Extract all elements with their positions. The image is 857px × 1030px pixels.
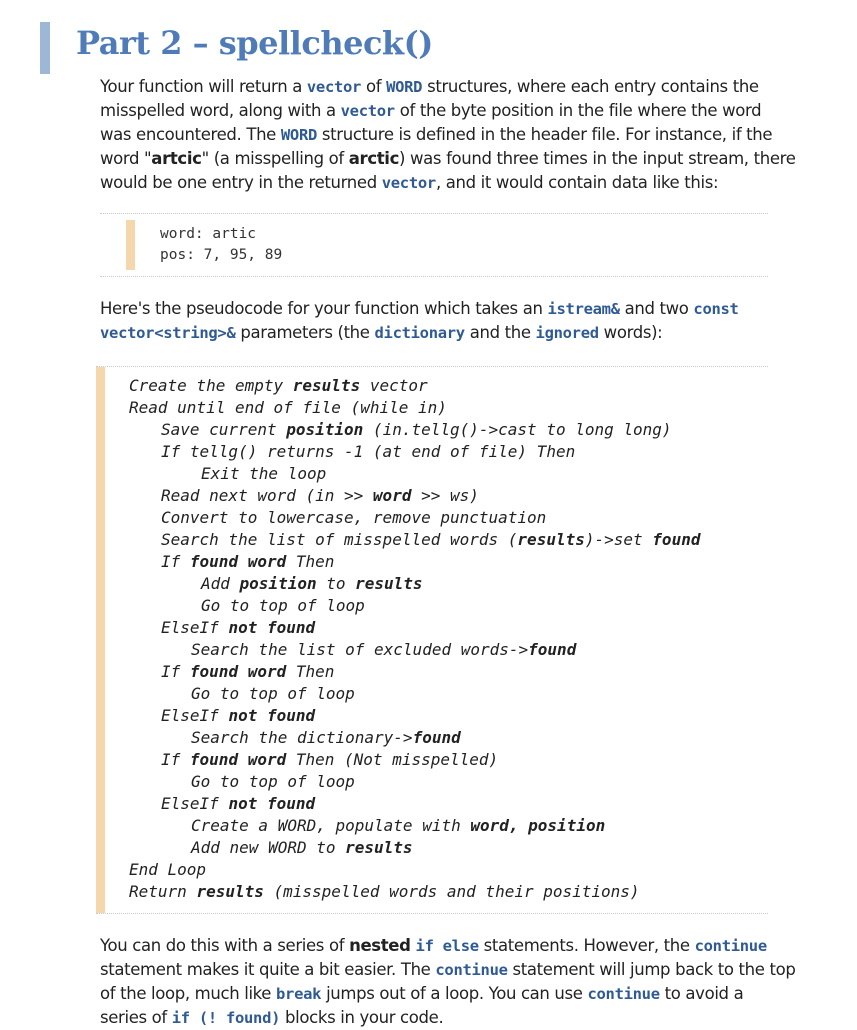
- text-run: of the loop, much like: [100, 984, 276, 1003]
- inline-code: dictionary: [374, 324, 465, 342]
- text-line: [100, 75, 800, 99]
- text-line: [100, 171, 800, 195]
- text-run: and two: [619, 299, 694, 318]
- pseudocode-line: [129, 573, 700, 595]
- pseudocode-keyword: found: [528, 640, 577, 659]
- inline-code: const: [693, 300, 739, 318]
- pseudocode-line: [129, 727, 700, 749]
- pseudocode-keyword: not found: [228, 794, 316, 813]
- pseudocode-line: [129, 639, 700, 661]
- pseudocode-text: If: [161, 552, 190, 571]
- pseudocode-keyword: results: [292, 376, 361, 395]
- inline-code: ignored: [535, 324, 599, 342]
- pseudocode-text: ElseIf: [161, 706, 229, 725]
- pseudocode-line: [129, 485, 700, 507]
- text-run: to avoid a: [659, 984, 744, 1003]
- text-run: parameters (the: [235, 323, 375, 342]
- pseudocode-intro-paragraph: [100, 297, 800, 345]
- pseudocode-line: [129, 859, 700, 881]
- inline-code: continue: [694, 937, 767, 955]
- text-run: blocks in your code.: [280, 1008, 444, 1027]
- pseudocode-text: Add new WORD to: [191, 838, 346, 857]
- pseudocode-text: >> ws): [411, 486, 479, 505]
- pseudocode-lines: [129, 375, 700, 903]
- pseudocode-keyword: not found: [228, 706, 316, 725]
- pseudocode-line: [129, 683, 700, 705]
- pseudocode-keyword: word, position: [470, 816, 606, 835]
- bold-text: artcic: [151, 149, 202, 168]
- pseudocode-line: [129, 595, 700, 617]
- text-run: word ": [100, 149, 152, 168]
- pseudocode-text: Then: [286, 662, 335, 681]
- pseudocode-text: Convert to lowercase, remove punctuation: [161, 508, 547, 527]
- pseudocode-line: [129, 793, 700, 815]
- text-run: Your function will return a: [100, 77, 307, 96]
- text-run: and the: [464, 323, 536, 342]
- pseudocode-keyword: found: [652, 530, 701, 549]
- pseudocode-text: If: [161, 662, 190, 681]
- inline-code: WORD: [280, 126, 318, 144]
- pseudocode-text: End Loop: [129, 860, 207, 879]
- text-line: [100, 147, 800, 171]
- inline-code: if else: [415, 937, 479, 955]
- pseudocode-text: If tellg() returns -1 (at end of file) Then: [161, 442, 576, 461]
- pseudocode-line: [129, 463, 700, 485]
- text-run: of: [361, 77, 387, 96]
- pseudocode-text: Add: [201, 574, 240, 593]
- text-run: of the byte position in the file where the word: [394, 101, 762, 120]
- pseudocode-text: vector: [360, 376, 428, 395]
- inline-code: continue: [435, 961, 508, 979]
- inline-code: WORD: [386, 78, 423, 96]
- text-run: You can do this with a series of: [100, 936, 350, 955]
- pseudocode-text: (in.tellg()->cast to long long): [363, 420, 672, 439]
- pseudocode-line: [129, 617, 700, 639]
- pseudocode-line: [129, 815, 700, 837]
- inline-code: break: [276, 985, 322, 1003]
- pseudocode-keyword: results: [517, 530, 585, 549]
- pseudocode-keyword: found word: [189, 750, 287, 769]
- pseudocode-line: [129, 771, 700, 793]
- section-heading: Part 2 – spellcheck(): [76, 24, 433, 62]
- pseudocode-text: Create the empty: [129, 376, 293, 395]
- text-line: [100, 123, 800, 147]
- text-run: was encountered. The: [100, 125, 281, 144]
- pseudocode-keyword: found word: [189, 662, 287, 681]
- inline-code: vector: [306, 78, 362, 96]
- text-run: jumps out of a loop. You can use: [321, 984, 588, 1003]
- pseudocode-line: [129, 397, 700, 419]
- text-run: statement makes it quite a bit easier. The: [100, 960, 436, 979]
- pseudocode-line: [129, 837, 700, 859]
- bold-text: nested: [349, 936, 411, 955]
- pseudocode-text: )->set: [584, 530, 653, 549]
- pseudocode-text: Save current: [161, 420, 287, 439]
- pseudocode-line: [129, 419, 700, 441]
- text-run: series of: [100, 1008, 172, 1027]
- text-run: would be one entry in the returned: [100, 173, 382, 192]
- pseudocode-text: to: [316, 574, 356, 593]
- text-line: [100, 99, 800, 123]
- bold-text: arctic: [348, 149, 400, 168]
- pseudocode-text: Go to top of loop: [191, 772, 355, 791]
- pseudocode-text: Create a WORD, populate with: [191, 816, 471, 835]
- pseudocode-line: [129, 749, 700, 771]
- heading-accent-bar: [40, 22, 50, 74]
- pseudocode-text: Read next word (in >>: [161, 486, 373, 505]
- pseudocode-line: [129, 375, 700, 397]
- text-line: [100, 297, 800, 321]
- inline-code: vector: [340, 102, 395, 120]
- pseudocode-text: Then: [286, 552, 335, 571]
- pseudocode-text: ElseIf: [161, 618, 229, 637]
- pseudocode-text: If: [161, 750, 190, 769]
- pseudocode-keyword: results: [196, 882, 264, 901]
- text-run: ) was found three times in the input stream, there: [399, 149, 796, 168]
- text-run: misspelled word, along with a: [100, 101, 341, 120]
- pseudocode-line: [129, 705, 700, 727]
- pseudocode-keyword: not found: [228, 618, 316, 637]
- pseudocode-keyword: word: [372, 486, 412, 505]
- inline-code: vector: [381, 174, 436, 192]
- pseudocode-block: [96, 366, 768, 914]
- pseudocode-text: Search the list of misspelled words (: [161, 530, 518, 549]
- pseudocode-text: Go to top of loop: [201, 596, 365, 615]
- closing-paragraph: [100, 934, 800, 1030]
- pseudocode-line: [129, 529, 700, 551]
- pseudocode-keyword: results: [345, 838, 413, 857]
- pseudocode-line: [129, 441, 700, 463]
- text-run: , and it would contain data like this:: [435, 173, 719, 192]
- pseudocode-keyword: position: [239, 574, 317, 593]
- inline-code: vector<string>&: [100, 324, 236, 342]
- pseudocode-text: Go to top of loop: [191, 684, 355, 703]
- pseudocode-text: Exit the loop: [201, 464, 327, 483]
- pseudocode-text: Search the dictionary->: [191, 728, 413, 747]
- text-line: [100, 1006, 800, 1030]
- text-line: [100, 321, 800, 345]
- pseudocode-text: Return: [129, 882, 197, 901]
- text-run: Here's the pseudocode for your function which takes an: [100, 299, 548, 318]
- text-run: " (a misspelling of: [201, 149, 349, 168]
- text-line: [100, 958, 800, 982]
- snippet-accent-bar: [126, 220, 135, 270]
- pseudocode-line: [129, 507, 700, 529]
- pseudocode-line: [129, 661, 700, 683]
- text-line: [100, 934, 800, 958]
- inline-code: if (! found): [171, 1009, 281, 1027]
- pseudocode-text: (misspelled words and their positions): [263, 882, 640, 901]
- text-run: statements. However, the: [478, 936, 695, 955]
- pseudocode-line: [129, 551, 700, 573]
- inline-code: continue: [587, 985, 660, 1003]
- pseudocode-line: [129, 881, 700, 903]
- pseudocode-keyword: position: [286, 420, 364, 439]
- pseudocode-keyword: found: [412, 728, 461, 747]
- text-run: words):: [598, 323, 663, 342]
- intro-paragraph: [100, 75, 800, 195]
- pseudocode-keyword: results: [355, 574, 423, 593]
- pseudocode-accent-bar: [96, 367, 105, 913]
- pseudocode-text: Then (Not misspelled): [286, 750, 499, 769]
- text-run: structure is defined in the header file. For instance, if the: [317, 125, 773, 144]
- snippet-line-word: word: artic: [160, 226, 257, 242]
- text-run: structures, where each entry contains the: [422, 77, 759, 96]
- snippet-line-pos: pos: 7, 95, 89: [160, 247, 283, 263]
- text-run: statement will jump back to the top: [507, 960, 796, 979]
- pseudocode-text: Search the list of excluded words->: [191, 640, 529, 659]
- pseudocode-keyword: found word: [189, 552, 287, 571]
- example-snippet: [100, 213, 768, 277]
- text-line: [100, 982, 800, 1006]
- pseudocode-text: ElseIf: [161, 794, 229, 813]
- inline-code: istream&: [547, 300, 620, 318]
- pseudocode-text: Read until end of file (while in): [129, 398, 447, 417]
